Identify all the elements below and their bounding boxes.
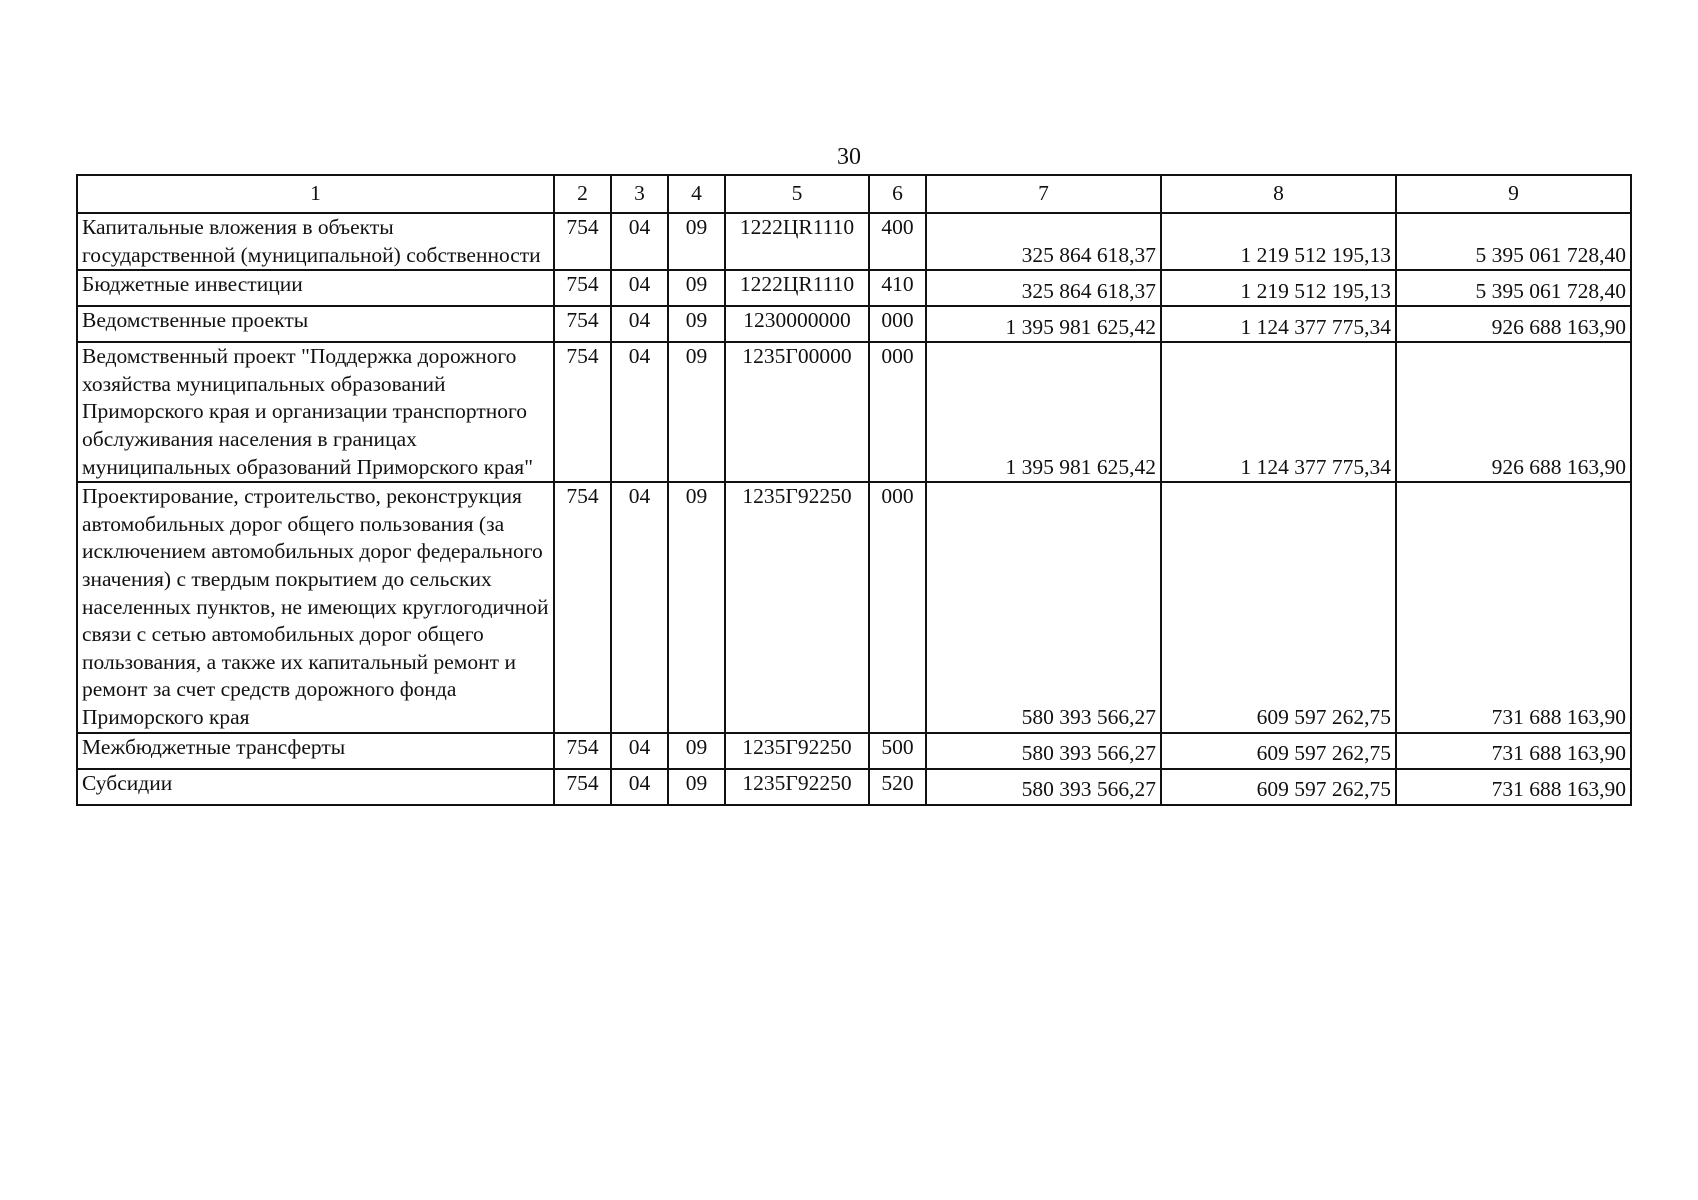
amount-cell: 1 219 512 195,13 (1161, 270, 1396, 306)
amount-cell: 926 688 163,90 (1396, 306, 1631, 342)
row-name-cell: Капитальные вложения в объекты государственной (муниципальной) собственности (77, 213, 554, 270)
code-cell: 09 (668, 306, 725, 342)
table-row (77, 342, 1631, 482)
row-name-cell: Субсидии (77, 769, 554, 805)
code-cell: 754 (554, 733, 611, 769)
amount-cell: 609 597 262,75 (1161, 733, 1396, 769)
code-cell: 754 (554, 342, 611, 482)
header-cell: 4 (668, 175, 725, 213)
amount-cell: 609 597 262,75 (1161, 769, 1396, 805)
code-cell: 1235Г92250 (725, 482, 869, 732)
code-cell: 754 (554, 270, 611, 306)
code-cell: 04 (611, 213, 668, 270)
amount-cell: 609 597 262,75 (1161, 482, 1396, 732)
table-header-row (77, 175, 1631, 213)
amount-cell: 731 688 163,90 (1396, 482, 1631, 732)
table-row (77, 733, 1631, 769)
page-number: 30 (837, 144, 861, 170)
header-cell: 2 (554, 175, 611, 213)
code-cell: 1222ЦR1110 (725, 213, 869, 270)
code-cell: 09 (668, 482, 725, 732)
row-name-cell: Бюджетные инвестиции (77, 270, 554, 306)
code-cell: 754 (554, 769, 611, 805)
amount-cell: 325 864 618,37 (926, 213, 1161, 270)
amount-cell: 1 395 981 625,42 (926, 306, 1161, 342)
amount-cell: 731 688 163,90 (1396, 769, 1631, 805)
amount-cell: 5 395 061 728,40 (1396, 270, 1631, 306)
code-cell: 1235Г92250 (725, 769, 869, 805)
header-cell: 7 (926, 175, 1161, 213)
code-cell: 1235Г00000 (725, 342, 869, 482)
code-cell: 520 (869, 769, 926, 805)
code-cell: 04 (611, 306, 668, 342)
code-cell: 000 (869, 306, 926, 342)
code-cell: 754 (554, 306, 611, 342)
table-row (77, 306, 1631, 342)
code-cell: 09 (668, 342, 725, 482)
code-cell: 1235Г92250 (725, 733, 869, 769)
amount-cell: 580 393 566,27 (926, 733, 1161, 769)
code-cell: 000 (869, 342, 926, 482)
code-cell: 09 (668, 769, 725, 805)
code-cell: 410 (869, 270, 926, 306)
row-name-cell: Ведомственные проекты (77, 306, 554, 342)
header-cell: 8 (1161, 175, 1396, 213)
header-cell: 6 (869, 175, 926, 213)
code-cell: 09 (668, 270, 725, 306)
code-cell: 1230000000 (725, 306, 869, 342)
header-cell: 5 (725, 175, 869, 213)
table-row (77, 769, 1631, 805)
amount-cell: 731 688 163,90 (1396, 733, 1631, 769)
code-cell: 000 (869, 482, 926, 732)
table-row (77, 270, 1631, 306)
amount-cell: 1 124 377 775,34 (1161, 342, 1396, 482)
amount-cell: 1 124 377 775,34 (1161, 306, 1396, 342)
code-cell: 04 (611, 482, 668, 732)
header-cell: 1 (77, 175, 554, 213)
amount-cell: 5 395 061 728,40 (1396, 213, 1631, 270)
code-cell: 09 (668, 213, 725, 270)
amount-cell: 1 395 981 625,42 (926, 342, 1161, 482)
code-cell: 04 (611, 769, 668, 805)
code-cell: 04 (611, 270, 668, 306)
amount-cell: 580 393 566,27 (926, 482, 1161, 732)
row-name-cell: Межбюджетные трансферты (77, 733, 554, 769)
code-cell: 754 (554, 482, 611, 732)
code-cell: 04 (611, 733, 668, 769)
table-row (77, 482, 1631, 732)
header-cell: 3 (611, 175, 668, 213)
code-cell: 500 (869, 733, 926, 769)
header-cell: 9 (1396, 175, 1631, 213)
table-row (77, 213, 1631, 270)
budget-table (76, 174, 1632, 806)
code-cell: 1222ЦR1110 (725, 270, 869, 306)
code-cell: 04 (611, 342, 668, 482)
amount-cell: 325 864 618,37 (926, 270, 1161, 306)
amount-cell: 1 219 512 195,13 (1161, 213, 1396, 270)
amount-cell: 580 393 566,27 (926, 769, 1161, 805)
row-name-cell: Ведомственный проект "Поддержка дорожного хозяйства муниципальных образований Приморского края и организации транспортного обслуживания населения в границах муниципальных образований Приморского края" (77, 342, 554, 482)
row-name-cell: Проектирование, строительство, реконструкция автомобильных дорог общего пользования (за исключением автомобильных дорог федерального значения) с твердым покрытием до сельских населенных пунктов, не имеющих круглогодичной связи с сетью автомобильных дорог общего пользования, а также их капитальный ремонт и ремонт за счет средств дорожного фонда Приморского края (77, 482, 554, 732)
code-cell: 754 (554, 213, 611, 270)
amount-cell: 926 688 163,90 (1396, 342, 1631, 482)
code-cell: 09 (668, 733, 725, 769)
code-cell: 400 (869, 213, 926, 270)
